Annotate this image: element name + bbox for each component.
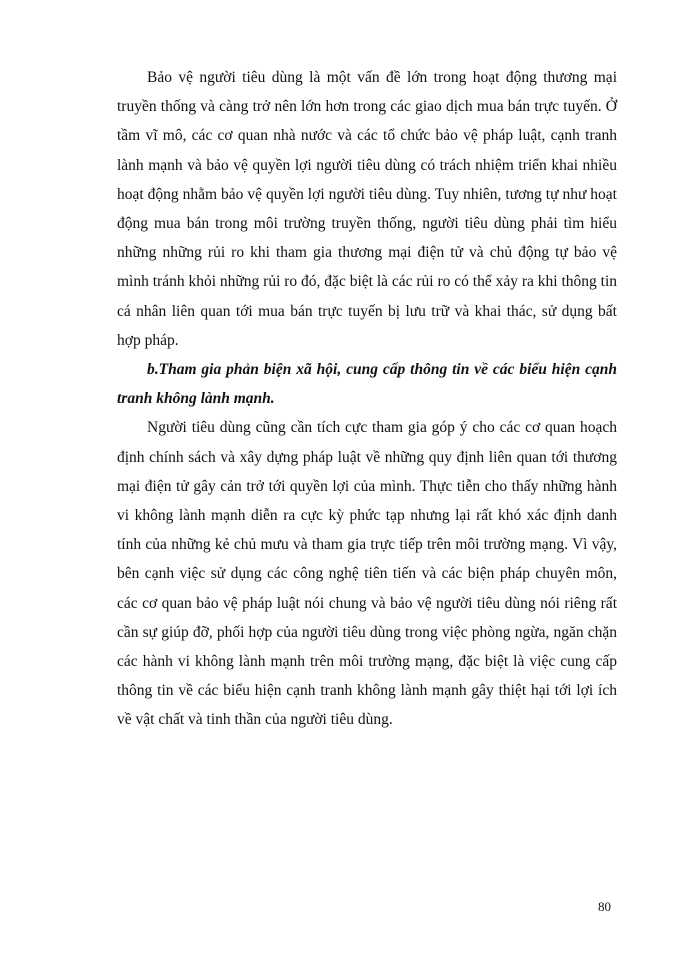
- page-number: 80: [598, 899, 611, 914]
- section-heading: b.Tham gia phản biện xã hội, cung cấp thông tin về các biểu hiện cạnh tranh không lành mạnh.: [117, 361, 617, 408]
- paragraph-consumer-protection: Bảo vệ người tiêu dùng là một vấn đề lớn trong hoạt động thương mại truyền thống và càng trở nên lớn hơn trong các giao dịch mua bán trực tuyến. Ở tầm vĩ mô, các cơ quan nhà nước và các tổ chức bảo vệ pháp luật, cạnh tranh lành mạnh và bảo vệ quyền lợi người tiêu dùng có trách nhiệm triển khai nhiều hoạt động nhằm bảo vệ quyền lợi người tiêu dùng. Tuy nhiên, tương tự như hoạt động mua bán trong môi trường truyền thống, người tiêu dùng phải tìm hiểu những những rủi ro khi tham gia thương mại điện tử và chủ động tự bảo vệ mình tránh khỏi những rủi ro đó, đặc biệt là các rủi ro có thể xảy ra khi thông tin cá nhân liên quan tới mua bán trực tuyến bị lưu trữ và khai thác, sử dụng bất hợp pháp.: [117, 69, 617, 349]
- page-content: [117, 63, 617, 735]
- paragraph-social-feedback: Người tiêu dùng cũng cần tích cực tham gia góp ý cho các cơ quan hoạch định chính sách và xây dựng pháp luật về những quy định liên quan tới thương mại điện tử gây cản trở tới quyền lợi của mình. Thực tiễn cho thấy những hành vi không lành mạnh diễn ra cực kỳ phức tạp nhưng lại rất khó xác định danh tính của những kẻ chủ mưu và tham gia trực tiếp trên môi trường mạng. Vì vậy, bên cạnh việc sử dụng các công nghệ tiên tiến và các biện pháp chuyên môn, các cơ quan bảo vệ pháp luật nói chung và bảo vệ người tiêu dùng nói riêng rất cần sự giúp đỡ, phối hợp của người tiêu dùng trong việc phòng ngừa, ngăn chặn các hành vi không lành mạnh trên môi trường mạng, đặc biệt là việc cung cấp thông tin về các biểu hiện cạnh tranh không lành mạnh gây thiệt hại tới lợi ích về vật chất và tinh thần của người tiêu dùng.: [117, 419, 617, 729]
